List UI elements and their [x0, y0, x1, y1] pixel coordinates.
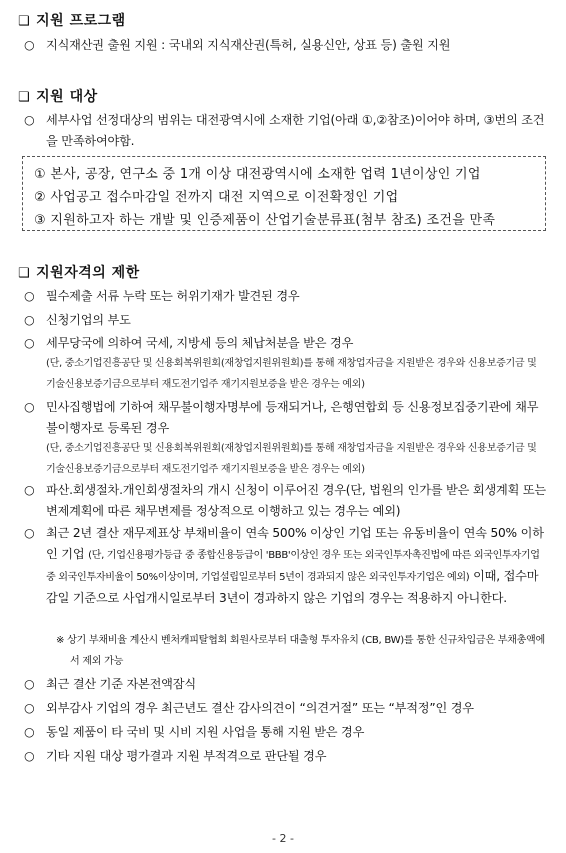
list-item [24, 310, 548, 331]
list-item-text: 신청기업의 부도 [46, 313, 131, 327]
section-title-text: 지원 대상 [36, 89, 98, 105]
list-item [24, 480, 548, 522]
section-title-target [18, 86, 98, 106]
circle-bullet-icon: ○ [24, 526, 35, 540]
list-item-text: 세부사업 선정대상의 범위는 대전광역시에 소재한 기업(아래 ①,②참조)이어야 하며, ③번의 조건을 만족하여야함. [46, 113, 545, 148]
list-item [24, 746, 548, 767]
circle-bullet-icon: ○ [24, 400, 35, 414]
section-title-restriction [18, 262, 140, 282]
square-bullet-icon: ❑ [18, 266, 31, 281]
circle-bullet-icon: ○ [24, 38, 35, 52]
list-item [24, 333, 548, 354]
list-item-text: 세무당국에 의하여 국세, 지방세 등의 체납처분을 받은 경우 [46, 336, 354, 350]
list-item [24, 35, 548, 56]
list-item [24, 110, 548, 152]
list-item-text: 민사집행법에 기하여 채무불이행자명부에 등재되거나, 은행연합회 등 신용정보집중기관에 채무불이행자로 등록된 경우 [46, 400, 539, 435]
list-item-text: 최근 2년 결산 재무제표상 부채비율이 연속 500% 이상인 기업 또는 유동비율이 연속 50% 이하인 기업 [46, 526, 544, 561]
list-item-text: 필수제출 서류 누락 또는 허위기재가 발견된 경우 [46, 289, 300, 303]
circle-bullet-icon: ○ [24, 701, 35, 715]
list-item-text: 파산.회생절차.개인회생절차의 개시 신청이 이루어진 경우(단, 법원의 인가를 받은 회생계획 또는 변제계획에 따른 채무변제를 정상적으로 이행하고 있는 경우는 예외) [46, 483, 546, 518]
list-item-text-continued: 이때, 접수마감일 기준으로 사업개시일로부터 3년이 경과하지 않은 기업의 경우는 적용하지 아니한다. [46, 569, 539, 605]
list-item-text: 최근 결산 기준 자본전액잠식 [46, 677, 196, 691]
section-title-program [18, 10, 126, 30]
exception-note: (단, 중소기업진흥공단 및 신용회복위원회(재창업지원위원회)를 통해 재창업자금을 지원받은 경우와 신용보증기금 및 기술신용보증기금으로부터 재도전기업주 재기지원보증을 받은 경우는 예외) [46, 358, 537, 390]
debt-ratio-note-text: 상기 부채비율 계산시 벤처캐피탈협회 회원사로부터 대출형 투자유치 (CB, BW)를 통한 신규차입금은 부채총액에서 제외 가능 [67, 635, 545, 667]
list-item [24, 397, 548, 439]
list-item-text: 지식재산권 출원 지원 : 국내외 지식재산권(특허, 실용신안, 상표 등) 출원 지원 [46, 38, 451, 52]
circle-bullet-icon: ○ [24, 749, 35, 763]
circle-bullet-icon: ○ [24, 677, 35, 691]
list-item-text: 외부감사 기업의 경우 최근년도 결산 감사의견이 “의견거절” 또는 “부적정”인 경우 [46, 701, 474, 715]
condition-3: ③ 지원하고자 하는 개발 및 인증제품이 산업기술분류표(첨부 참조) 조건을 만족 [34, 213, 496, 228]
list-item [24, 674, 548, 695]
circle-bullet-icon: ○ [24, 113, 35, 127]
list-item [24, 722, 548, 743]
circle-bullet-icon: ○ [24, 336, 35, 350]
exception-note: (단, 중소기업진흥공단 및 신용회복위원회(재창업지원위원회)를 통해 재창업자금을 지원받은 경우와 신용보증기금 및 기술신용보증기금으로부터 재도전기업주 재기지원보증을 받은 경우는 예외) [46, 443, 537, 475]
list-item [24, 523, 548, 609]
list-item-text: 동일 제품이 타 국비 및 시비 지원 사업을 통해 지원 받은 경우 [46, 725, 365, 739]
debt-ratio-note [56, 630, 548, 672]
square-bullet-icon: ❑ [18, 90, 31, 105]
section-title-text: 지원자격의 제한 [36, 265, 140, 281]
list-item-text: 기타 지원 대상 평가결과 지원 부적격으로 판단될 경우 [46, 749, 327, 763]
circle-bullet-icon: ○ [24, 725, 35, 739]
circle-bullet-icon: ○ [24, 483, 35, 497]
section-title-text: 지원 프로그램 [36, 13, 126, 29]
reference-mark-icon: ※ [56, 635, 65, 646]
circle-bullet-icon: ○ [24, 313, 35, 327]
condition-2: ② 사업공고 접수마감일 전까지 대전 지역으로 이전확정인 기업 [34, 190, 399, 205]
list-item [24, 698, 548, 719]
circle-bullet-icon: ○ [24, 289, 35, 303]
list-item [24, 286, 548, 307]
square-bullet-icon: ❑ [18, 14, 31, 29]
list-item-subnote: (단, 기업신용평가등급 중 종합신용등급이 'BBB'이상인 경우 또는 외국인투자촉진법에 따른 외국인투자기업 중 외국인투자비율이 50%이상이며, 기업설립일로부터 5년이 경과되지 않은 외국인투자기업은 예외) [46, 550, 540, 583]
page-number: - 2 - [272, 832, 294, 845]
condition-1: ① 본사, 공장, 연구소 중 1개 이상 대전광역시에 소재한 업력 1년이상인 기업 [34, 167, 481, 182]
